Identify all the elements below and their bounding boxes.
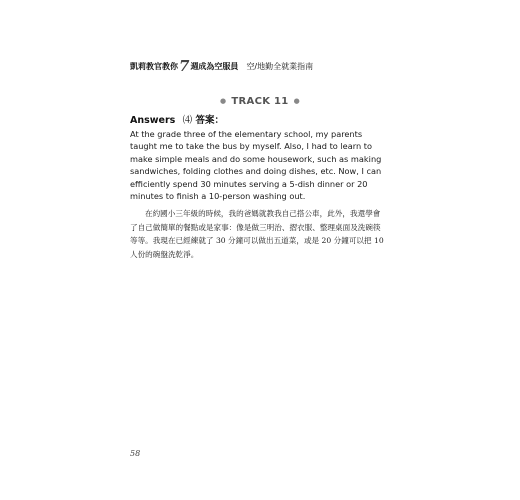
page-number: 58 <box>130 449 141 458</box>
chinese-answer-paragraph <box>130 207 392 261</box>
answers-heading <box>130 112 224 126</box>
running-header <box>130 55 313 73</box>
chinese-line: 人份的碗盤洗乾淨。 <box>130 249 199 259</box>
chinese-line: 了自己做簡單的餐點或是家事：像是做三明治、摺衣服、整理桌面及洗碗筷 <box>130 222 381 232</box>
book-title-suffix: 週成為空服員 <box>190 62 239 71</box>
bullet-icon: ● <box>220 97 227 105</box>
chinese-line: 等等。我現在已經練就了 30 分鐘可以做出五道菜，或是 20 分鐘可以把 10 <box>130 236 384 246</box>
book-subtitle: 空/地勤全就業指南 <box>246 62 314 71</box>
book-title-prefix: 凱莉教官教你 <box>130 62 178 71</box>
chinese-line: 在約國小三年級的時候，我的爸媽就教我自己搭公車，此外，我還學會 <box>145 209 381 218</box>
track-label: TRACK 11 <box>231 96 289 107</box>
track-heading <box>0 96 520 107</box>
english-answer-paragraph <box>130 128 392 202</box>
answers-number: ⑷ <box>182 115 193 126</box>
english-line: taught me to take the bus by myself. Also, I had to learn to <box>130 141 372 152</box>
english-line: minutes to finish a 10-person washing out. <box>130 191 306 202</box>
answers-label: Answers <box>130 115 176 126</box>
bullet-icon: ● <box>293 97 300 105</box>
english-line: make simple meals and do some housework, such as making <box>130 153 382 164</box>
english-line: sandwiches, folding clothes and doing dishes, etc. Now, I can <box>130 166 382 177</box>
answers-label-zh: 答案： <box>195 115 224 126</box>
english-line: At the grade three of the elementary school, my parents <box>130 129 363 139</box>
english-line: efficiently spend 30 minutes serving a 5-dish dinner or 20 <box>130 178 368 189</box>
book-title-number: 7 <box>179 57 190 75</box>
